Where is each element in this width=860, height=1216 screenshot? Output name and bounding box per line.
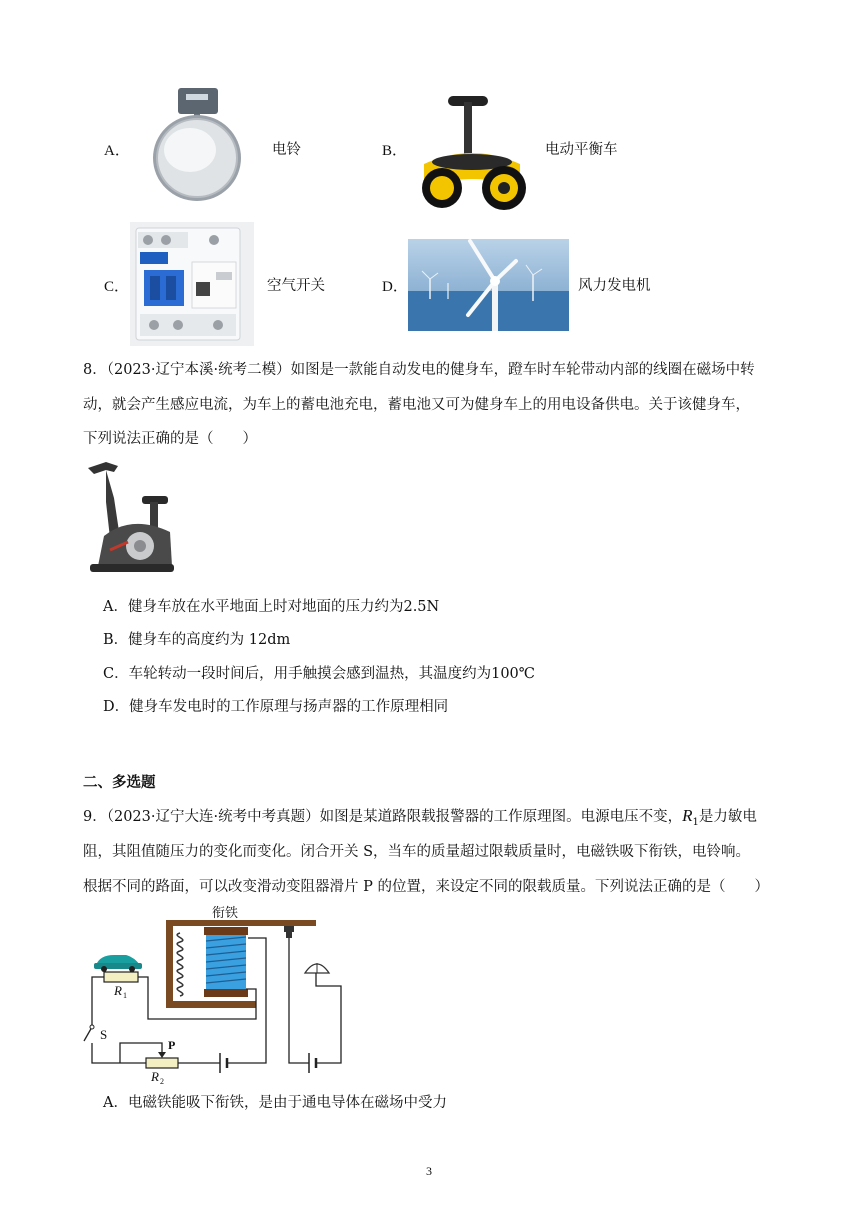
option-c xyxy=(104,276,129,297)
exercise-bike-icon xyxy=(84,458,180,578)
option-a xyxy=(104,140,130,161)
option-d-letter: D． xyxy=(382,279,408,295)
armature-bar xyxy=(166,920,316,926)
option-b xyxy=(382,140,407,161)
svg-text:S: S xyxy=(100,1027,108,1042)
page-number: 3 xyxy=(426,1164,432,1178)
q9-line-1-a: 9．（2023·辽宁大连·统考中考真题）如图是某道路限载报警器的工作原理图。电源电压不变， xyxy=(83,809,683,825)
svg-text:P: P xyxy=(168,1038,176,1052)
q8-option-d: D．健身车发电时的工作原理与扬声器的工作原理相同 xyxy=(103,699,449,715)
r1-symbol: R xyxy=(682,806,693,825)
option-d xyxy=(382,276,408,297)
q8-line-3: 下列说法正确的是（ ） xyxy=(83,431,257,447)
option-b-letter: B． xyxy=(382,143,408,159)
q9-option-a: A．电磁铁能吸下衔铁，是由于通电导体在磁场中受力 xyxy=(103,1095,447,1111)
q8-line-2: 动，就会产生感应电流，为车上的蓄电池充电，蓄电池又可为健身车上的用电设备供电。关于该健身车， xyxy=(83,397,750,413)
option-c-label: 空气开关 xyxy=(267,278,325,294)
armature-label: 衔铁 xyxy=(212,906,239,921)
svg-text:2: 2 xyxy=(160,1077,164,1085)
q9-line-1 xyxy=(83,806,757,833)
q9-line-2: 阻，其阻值随压力的变化而变化。闭合开关 S，当车的质量超过限载质量时，电磁铁吸下衔铁，电铃响。 xyxy=(83,844,751,860)
electric-bell-icon xyxy=(150,86,245,206)
q9-line-3: 根据不同的路面，可以改变滑动变阻器滑片 P 的位置，来设定不同的限载质量。下列说法正确的是（ ） xyxy=(83,879,769,895)
air-circuit-breaker-icon xyxy=(130,222,254,346)
circuit-diagram xyxy=(80,903,350,1085)
car-icon xyxy=(94,955,142,972)
r1-subscript: 1 xyxy=(692,816,699,828)
option-a-letter: A． xyxy=(104,143,130,159)
svg-text:R: R xyxy=(114,983,122,998)
spring-icon xyxy=(177,933,183,996)
r2-rheostat xyxy=(146,1058,178,1068)
r1-resistor xyxy=(104,972,138,982)
wind-turbine-icon xyxy=(408,239,569,331)
svg-text:R: R xyxy=(151,1069,159,1084)
q9-line-1-b: 是力敏电 xyxy=(698,809,757,825)
option-a-label: 电铃 xyxy=(272,142,301,158)
q8-line-1: 8．（2023·辽宁本溪·统考二模）如图是一款能自动发电的健身车，蹬车时车轮带动内部的线圈在磁场中转 xyxy=(83,362,755,378)
svg-text:1: 1 xyxy=(123,991,127,1000)
q8-option-c: C．车轮转动一段时间后，用手触摸会感到温热，其温度约为100℃ xyxy=(103,666,535,682)
self-balancing-scooter-icon xyxy=(418,92,526,214)
q8-option-b: B．健身车的高度约为 12dm xyxy=(103,632,291,648)
section-title: 二、多选题 xyxy=(83,774,156,791)
option-c-letter: C． xyxy=(104,279,130,295)
q8-option-a: A．健身车放在水平地面上时对地面的压力约为2.5N xyxy=(103,599,440,615)
option-d-label: 风力发电机 xyxy=(578,278,651,294)
option-b-label: 电动平衡车 xyxy=(545,142,618,158)
